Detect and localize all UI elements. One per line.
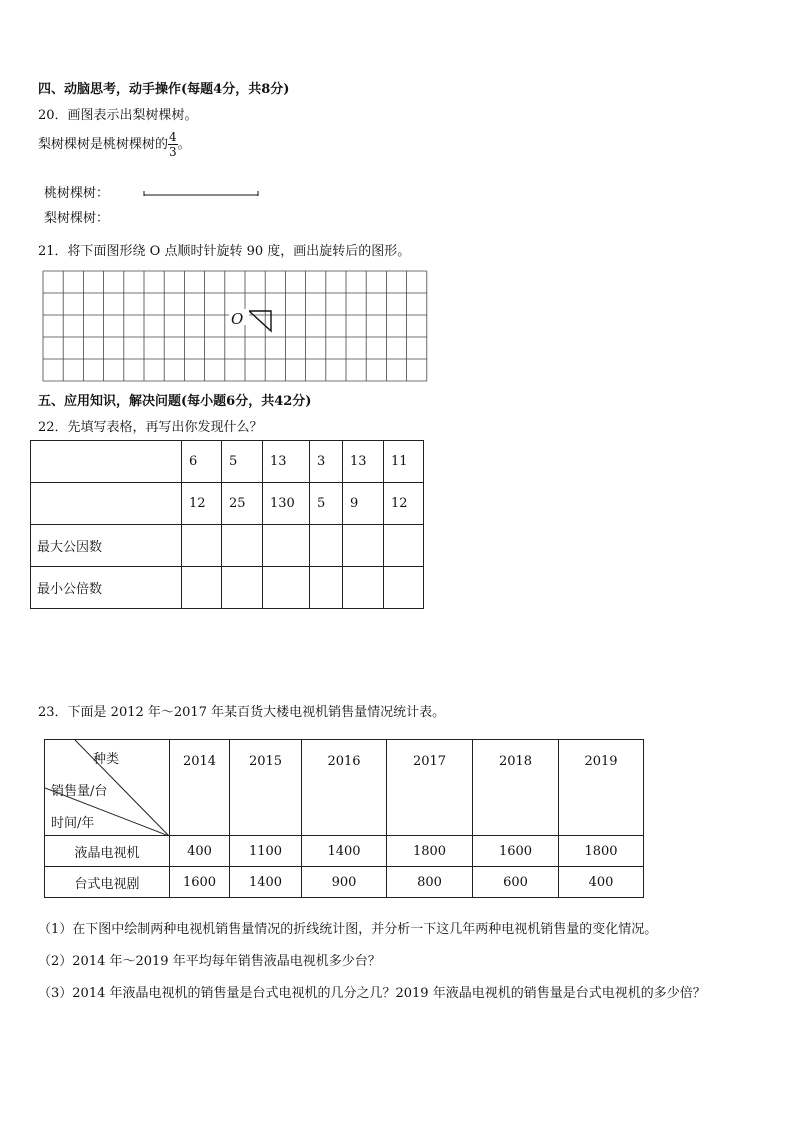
q22-cell: 3	[310, 441, 343, 483]
q23-sub3: （3）2014 年液晶电视机的销售量是台式电视机的几分之几？2019 年液晶电视机的销售量是台式电视机的多少倍？	[38, 986, 706, 1001]
q23-table	[44, 739, 644, 898]
q23-corner-cell	[45, 740, 170, 836]
q20-fraction-denominator: 3	[169, 145, 177, 159]
q23-cell: 1600	[473, 836, 559, 867]
q21-grid[interactable]	[40, 267, 436, 385]
q23-lcd-label: 液晶电视机	[45, 836, 170, 867]
q23-sub2: （2）2014 年～2019 年平均每年销售液晶电视机多少台？	[38, 954, 381, 969]
q22-cell: 130	[263, 483, 310, 525]
q20-relation-suffix: 。	[177, 137, 191, 152]
q23-corner-time: 时间/年	[51, 816, 95, 831]
q22-cell: 13	[343, 441, 384, 483]
q22-row2	[31, 483, 424, 525]
q22-answer-cell[interactable]	[384, 567, 424, 609]
q22-answer-cell[interactable]	[384, 525, 424, 567]
q23-cell: 1600	[170, 867, 230, 898]
q22-gcd-row	[31, 525, 424, 567]
q22-lcm-label: 最小公倍数	[31, 567, 182, 609]
q22-lcm-row	[31, 567, 424, 609]
q23-cell: 1400	[302, 836, 387, 867]
q23-desktop-row	[45, 867, 644, 898]
q22-row1	[31, 441, 424, 483]
q22-cell: 13	[263, 441, 310, 483]
q23-corner-kind: 种类	[93, 752, 120, 767]
q23-corner-sales: 销售量/台	[51, 784, 108, 799]
q23-year: 2016	[302, 740, 387, 836]
q23-cell: 1800	[559, 836, 644, 867]
q23-year: 2017	[387, 740, 473, 836]
q20-relation-prefix: 梨树棵树是桃树棵树的	[38, 137, 169, 152]
q22-cell: 12	[384, 483, 424, 525]
q23-desktop-label: 台式电视剧	[45, 867, 170, 898]
q22-cell: 6	[182, 441, 222, 483]
q22-cell: 9	[343, 483, 384, 525]
q20-fraction-numerator: 4	[169, 130, 177, 144]
q23-sub1: （1）在下图中绘制两种电视机销售量情况的折线统计图，并分析一下这几年两种电视机销售量的变化情况。	[38, 922, 658, 937]
q20-pear-label: 梨树棵树：	[44, 211, 110, 226]
q22-cell: 12	[182, 483, 222, 525]
q23-cell: 400	[559, 867, 644, 898]
q21-point-o: O	[231, 310, 244, 328]
q23-year: 2015	[230, 740, 302, 836]
q23-year: 2019	[559, 740, 644, 836]
q20-fraction	[168, 130, 178, 159]
q23-lcd-row	[45, 836, 644, 867]
q23-cell: 1800	[387, 836, 473, 867]
q22-blank-header	[31, 483, 182, 525]
q21-triangle	[249, 311, 271, 331]
q21-stem: 21．将下面图形绕 O 点顺时针旋转 90 度，画出旋转后的图形。	[38, 244, 411, 259]
q23-year: 2014	[170, 740, 230, 836]
q22-answer-cell[interactable]	[343, 567, 384, 609]
q22-cell: 25	[222, 483, 263, 525]
q22-answer-cell[interactable]	[263, 567, 310, 609]
q22-answer-cell[interactable]	[182, 525, 222, 567]
q23-year: 2018	[473, 740, 559, 836]
q22-gcd-label: 最大公因数	[31, 525, 182, 567]
q20-stem: 20．画图表示出梨树棵树。	[38, 108, 198, 123]
q22-blank-header	[31, 441, 182, 483]
q22-stem: 22．先填写表格，再写出你发现什么？	[38, 420, 263, 435]
q23-cell: 1100	[230, 836, 302, 867]
q22-answer-cell[interactable]	[222, 567, 263, 609]
q23-cell: 600	[473, 867, 559, 898]
q22-answer-cell[interactable]	[263, 525, 310, 567]
q23-cell: 1400	[230, 867, 302, 898]
q22-cell: 5	[222, 441, 263, 483]
q20-peach-segment[interactable]	[140, 186, 262, 198]
q23-cell: 900	[302, 867, 387, 898]
q20-peach-label: 桃树棵树：	[44, 186, 110, 201]
q23-cell: 400	[170, 836, 230, 867]
q22-cell: 5	[310, 483, 343, 525]
q20-relation	[38, 130, 191, 159]
q22-answer-cell[interactable]	[182, 567, 222, 609]
section4-heading: 四、动脑思考，动手操作(每题4分，共8分)	[38, 82, 290, 97]
q22-table	[30, 440, 424, 609]
q23-stem: 23．下面是 2012 年～2017 年某百货大楼电视机销售量情况统计表。	[38, 705, 446, 720]
q23-header-row	[45, 740, 644, 836]
q23-cell: 800	[387, 867, 473, 898]
q22-answer-cell[interactable]	[310, 567, 343, 609]
section5-heading: 五、应用知识，解决问题(每小题6分，共42分)	[38, 394, 312, 409]
q22-answer-cell[interactable]	[222, 525, 263, 567]
q22-answer-cell[interactable]	[343, 525, 384, 567]
q22-answer-cell[interactable]	[310, 525, 343, 567]
q22-cell: 11	[384, 441, 424, 483]
